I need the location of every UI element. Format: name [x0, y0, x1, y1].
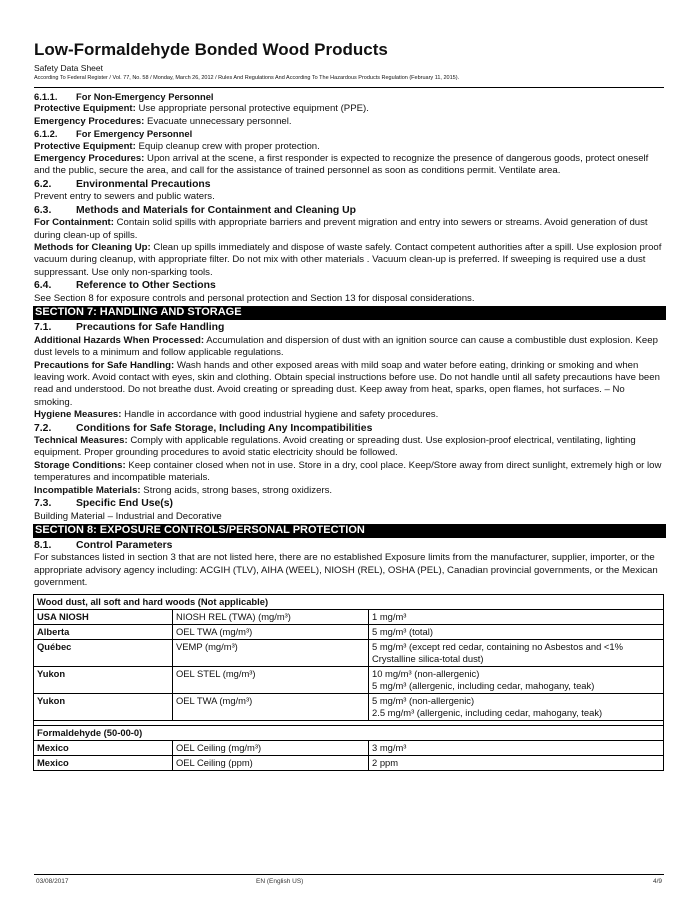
table-cell-value [369, 693, 664, 720]
table-row [34, 624, 664, 639]
table-cell-jurisdiction: Québec [34, 639, 173, 666]
table-cell-limit-type: VEMP (mg/m³) [173, 639, 369, 666]
heading-6-1-1: 6.1.1. For Non-Emergency Personnel [34, 91, 214, 102]
exposure-limits-table [33, 594, 664, 771]
table-cell-value: 2 ppm [369, 755, 664, 770]
table-cell-value: 3 mg/m³ [369, 740, 664, 755]
value-line: 5 mg/m³ (non-allergenic) [372, 694, 475, 706]
table-row [34, 609, 664, 624]
table-row [34, 666, 664, 693]
table-cell-jurisdiction: USA NIOSH [34, 609, 173, 624]
heading-6-1-2: 6.1.2. For Emergency Personnel [34, 128, 193, 140]
para-6-3-mc: Methods for Cleaning Up: Clean up spills immediately and dispose of waste safely. Contact competent authorities after a spill. Use explosion proof vacuum during cleanup, with appropriate filter. Do not mix with other materials . Vacuum clean-up is preferred. If sweeping is required use a dust suppressant. Use only non-sparking tools. [34, 242, 662, 278]
table-cell-limit-type: OEL Ceiling (ppm) [173, 755, 369, 770]
table-cell-jurisdiction: Mexico [34, 740, 173, 755]
para-7-3: Building Material – Industrial and Decorative [34, 510, 222, 522]
heading-6-2: 6.2. Environmental Precautions [34, 178, 211, 190]
table-cell-jurisdiction: Yukon [34, 693, 173, 720]
value-line: 5 mg/m³ (allergenic, including cedar, mahogany, teak) [372, 679, 595, 691]
document-title: Low-Formaldehyde Bonded Wood Products [34, 40, 388, 59]
table-row [34, 693, 664, 720]
para-7-1-ah: Additional Hazards When Processed: Accumulation and dispersion of dust with an ignition source can cause a combustible dust explosion. Keep dust levels to a minimum and follow applicable regulations. [34, 334, 658, 359]
table-cell-limit-type: OEL Ceiling (mg/m³) [173, 740, 369, 755]
para-7-2-im: Incompatible Materials: Strong acids, strong bases, strong oxidizers. [34, 484, 333, 496]
para-6-1-1-ep: Emergency Procedures: Evacuate unnecessary personnel. [34, 115, 292, 127]
main-content [34, 91, 662, 771]
value-line: 10 mg/m³ (non-allergenic) [372, 667, 480, 679]
para-7-1-ps: Precautions for Safe Handling: Wash hands and other exposed areas with mild soap and water before eating, drinking or smoking and when leaving work. Avoid contact with eyes, skin and clothing. Obtain special instructions before use. Do not handle until all safety precautions have been read and understood. Do not breathe dust. Avoid creating or spreading dust. Keep away from heat, sparks, open flames, hot surfaces. – No smoking. [34, 359, 660, 408]
para-6-1-2-pe: Protective Equipment: Equip cleanup crew with proper protection. [34, 140, 320, 152]
table-cell-jurisdiction: Mexico [34, 755, 173, 770]
heading-8-1: 8.1. Control Parameters [34, 539, 173, 551]
document-subtitle: Safety Data Sheet [34, 63, 103, 73]
table-cell-limit-type: OEL STEL (mg/m³) [173, 666, 369, 693]
table-cell-limit-type: NIOSH REL (TWA) (mg/m³) [173, 609, 369, 624]
section-8-bar: SECTION 8: EXPOSURE CONTROLS/PERSONAL PROTECTION [33, 524, 666, 538]
para-6-4: See Section 8 for exposure controls and personal protection and Section 13 for disposal considerations. [34, 292, 475, 304]
table-row [34, 639, 664, 666]
footer-page-number: 4/9 [652, 878, 662, 885]
value-line: 2.5 mg/m³ (allergenic, including cedar, mahogany, teak) [372, 706, 603, 718]
group-header-formaldehyde: Formaldehyde (50-00-0) [34, 725, 664, 740]
para-7-2-sc: Storage Conditions: Keep container closed when not in use. Store in a dry, cool place. Keep/Store away from direct sunlight, extremely high or low temperatures and incompatible materials. [34, 459, 662, 484]
para-7-2-tm: Technical Measures: Comply with applicable regulations. Avoid creating or spreading dust. Use explosion-proof electrical, ventilating, lighting equipment. Proper grounding procedures to avoid static electricity should be followed. [34, 435, 636, 459]
para-6-3-fc: For Containment: Contain solid spills with appropriate barriers and prevent migration and entry into sewers or streams. Avoid generation of dust during clean-up of spills. [34, 217, 648, 241]
section-7-bar: SECTION 7: HANDLING AND STORAGE [33, 306, 666, 320]
table-group-row [34, 725, 664, 740]
table-cell-limit-type: OEL TWA (mg/m³) [173, 624, 369, 639]
table-cell-jurisdiction: Alberta [34, 624, 173, 639]
footer-language: EN (English US) [256, 878, 304, 885]
table-group-row [34, 594, 664, 609]
heading-7-2: 7.2. Conditions for Safe Storage, Including Any Incompatibilities [34, 422, 373, 434]
para-6-2: Prevent entry to sewers and public waters. [34, 191, 215, 203]
footer-divider [34, 874, 664, 875]
heading-7-1: 7.1. Precautions for Safe Handling [34, 322, 225, 334]
para-7-1-hm: Hygiene Measures: Handle in accordance with good industrial hygiene and safety procedures. [34, 409, 439, 421]
group-header-wood-dust: Wood dust, all soft and hard woods (Not applicable) [34, 594, 664, 609]
table-row [34, 755, 664, 770]
heading-6-3: 6.3. Methods and Materials for Containment and Cleaning Up [34, 204, 356, 216]
heading-6-4: 6.4. Reference to Other Sections [34, 280, 216, 292]
header-divider [34, 87, 664, 88]
table-cell-value: 1 mg/m³ [369, 609, 664, 624]
table-cell-value: 5 mg/m³ (except red cedar, containing no Asbestos and <1% Crystalline silica-total dust) [369, 639, 664, 666]
table-cell-jurisdiction: Yukon [34, 666, 173, 693]
regulation-line: According To Federal Register / Vol. 77, No. 58 / Monday, March 26, 2012 / Rules And Regulations And According To The Hazardous Products Regulation (February 11, 2015). [34, 75, 460, 81]
para-8-1: For substances listed in section 3 that are not listed here, there are no established Exposure limits from the manufacturer, supplier, importer, or the appropriate advisory agency including: ACGIH (TLV), AIHA (WEEL), NIOSH (REL), OSHA (PEL), Canadian provincial governments, or the Mexican government. [34, 552, 658, 589]
table-row [34, 740, 664, 755]
table-cell-value [369, 666, 664, 693]
table-cell-value: 5 mg/m³ (total) [369, 624, 664, 639]
table-cell-limit-type: OEL TWA (mg/m³) [173, 693, 369, 720]
footer-date: 03/08/2017 [36, 878, 69, 885]
para-6-1-1-pe: Protective Equipment: Use appropriate personal protective equipment (PPE). [34, 103, 369, 115]
heading-7-3: 7.3. Specific End Use(s) [34, 498, 174, 510]
para-6-1-2-ep: Emergency Procedures: Upon arrival at the scene, a first responder is expected to recognize the presence of dangerous goods, protect oneself and the public, secure the area, and call for the assistance of trained personnel as soon as conditions permit. Ventilate area. [34, 153, 649, 177]
